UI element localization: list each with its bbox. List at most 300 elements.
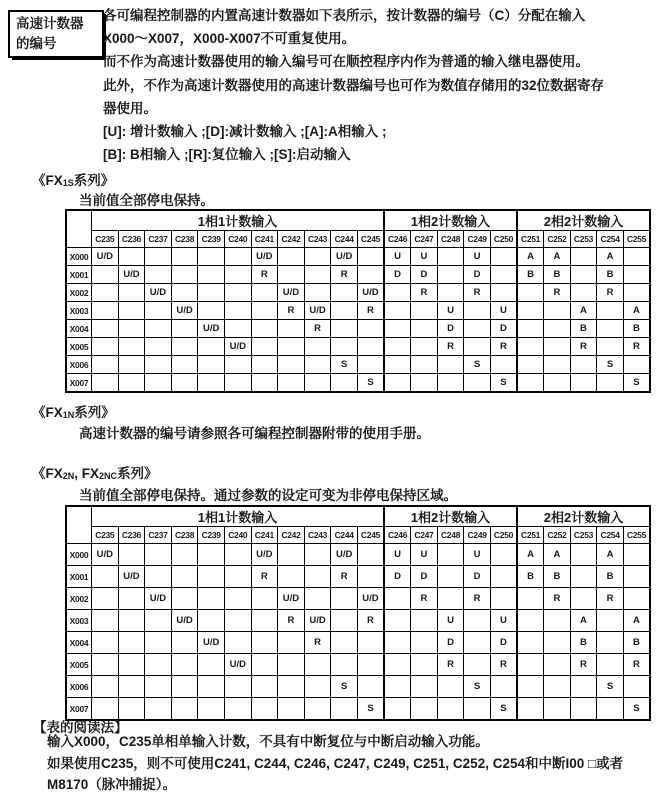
corner-cell <box>66 506 92 544</box>
counter-cell <box>224 632 251 654</box>
counter-cell <box>145 338 172 356</box>
counter-cell: S <box>623 698 650 721</box>
counter-cell <box>224 374 251 393</box>
row-label-cell: X002 <box>66 284 92 302</box>
heading-segment: 系列》 <box>117 466 158 481</box>
counter-cell: D <box>490 320 517 338</box>
counter-cell <box>145 698 172 721</box>
counter-cell <box>464 302 491 320</box>
counter-cell <box>118 356 145 374</box>
counter-cell: R <box>597 284 624 302</box>
group-header-cell: 1相2计数输入 <box>384 210 517 231</box>
counter-cell: U <box>411 544 438 566</box>
counter-cell <box>357 544 384 566</box>
column-header-cell: C248 <box>437 231 464 248</box>
counter-cell <box>171 338 198 356</box>
text-line: 器使用。 <box>103 100 157 116</box>
counter-cell <box>145 566 172 588</box>
counter-cell <box>251 654 278 676</box>
counter-cell <box>92 356 119 374</box>
counter-cell <box>331 588 358 610</box>
counter-cell: R <box>304 320 331 338</box>
counter-cell <box>118 248 145 266</box>
counter-cell <box>411 698 438 721</box>
counter-cell: R <box>544 588 571 610</box>
counter-cell <box>384 632 411 654</box>
counter-cell <box>171 676 198 698</box>
counter-cell: R <box>570 654 597 676</box>
table-row <box>66 320 650 338</box>
counter-cell <box>464 632 491 654</box>
counter-cell: U/D <box>145 588 172 610</box>
reading-method-heading: 【表的阅读法】 <box>33 720 128 735</box>
counter-cell <box>517 676 544 698</box>
counter-cell <box>357 320 384 338</box>
heading-segment: 系列》 <box>74 405 115 420</box>
counter-cell: R <box>437 338 464 356</box>
counter-cell <box>464 654 491 676</box>
counter-cell <box>171 248 198 266</box>
counter-cell <box>464 338 491 356</box>
counter-cell <box>623 566 650 588</box>
counter-cell: R <box>357 610 384 632</box>
counter-cell <box>304 698 331 721</box>
table-row <box>66 566 650 588</box>
counter-cell <box>384 698 411 721</box>
counter-cell: A <box>597 248 624 266</box>
counter-cell <box>145 632 172 654</box>
column-header-cell: C245 <box>357 527 384 544</box>
counter-cell: U/D <box>331 248 358 266</box>
counter-cell <box>278 566 305 588</box>
counter-cell <box>411 338 438 356</box>
counter-cell <box>357 266 384 284</box>
counter-cell <box>251 698 278 721</box>
counter-cell <box>171 654 198 676</box>
heading-segment: 《FX <box>32 173 63 188</box>
counter-cell <box>304 338 331 356</box>
counter-cell: U <box>437 302 464 320</box>
counter-cell <box>544 698 571 721</box>
table-row <box>66 248 650 266</box>
column-header-cell: C250 <box>490 527 517 544</box>
counter-cell <box>145 544 172 566</box>
counter-cell <box>198 284 225 302</box>
counter-cell <box>224 610 251 632</box>
column-header-cell: C238 <box>171 231 198 248</box>
counter-cell: D <box>437 632 464 654</box>
counter-cell: A <box>570 610 597 632</box>
counter-cell <box>331 698 358 721</box>
group-header-cell: 2相2计数输入 <box>517 506 650 527</box>
group-header-cell: 1相1计数输入 <box>92 210 385 231</box>
counter-cell <box>437 374 464 393</box>
column-header-cell: C239 <box>198 231 225 248</box>
counter-cell <box>597 374 624 393</box>
counter-cell <box>92 374 119 393</box>
counter-cell <box>490 284 517 302</box>
counter-cell <box>118 588 145 610</box>
counter-cell: S <box>597 676 624 698</box>
counter-cell: R <box>490 338 517 356</box>
counter-cell: U/D <box>198 320 225 338</box>
counter-cell <box>171 632 198 654</box>
counter-cell <box>198 698 225 721</box>
counter-cell <box>411 320 438 338</box>
row-label-cell: X006 <box>66 676 92 698</box>
counter-cell <box>145 610 172 632</box>
counter-cell <box>411 374 438 393</box>
counter-cell <box>92 654 119 676</box>
heading-segment: 1S <box>62 178 74 188</box>
counter-cell <box>517 654 544 676</box>
counter-cell <box>251 374 278 393</box>
counter-cell <box>384 676 411 698</box>
counter-table <box>65 209 651 393</box>
counter-cell <box>544 320 571 338</box>
counter-cell: U/D <box>357 588 384 610</box>
counter-cell <box>490 266 517 284</box>
counter-cell <box>570 356 597 374</box>
section-fx1n-note: 高速计数器的编号请参照各可编程控制器附带的使用手册。 <box>79 426 430 441</box>
counter-cell <box>517 284 544 302</box>
counter-cell <box>331 632 358 654</box>
text-line: [B]: B相输入 ;[R]:复位输入 ;[S]:启动输入 <box>103 147 351 163</box>
column-header-cell: C238 <box>171 527 198 544</box>
counter-cell <box>517 356 544 374</box>
counter-cell <box>251 676 278 698</box>
counter-cell <box>570 566 597 588</box>
counter-cell: A <box>623 610 650 632</box>
row-label-cell: X001 <box>66 566 92 588</box>
counter-cell <box>145 320 172 338</box>
counter-cell: S <box>357 374 384 393</box>
counter-cell: S <box>357 698 384 721</box>
counter-cell <box>597 654 624 676</box>
counter-cell <box>198 544 225 566</box>
counter-cell <box>198 248 225 266</box>
corner-cell <box>66 210 92 248</box>
counter-cell: U/D <box>251 248 278 266</box>
section-fx2n-heading <box>32 462 158 482</box>
counter-cell <box>464 374 491 393</box>
column-header-cell: C243 <box>304 231 331 248</box>
counter-cell <box>278 654 305 676</box>
counter-cell: S <box>464 676 491 698</box>
counter-cell: B <box>517 266 544 284</box>
counter-cell <box>384 610 411 632</box>
counter-cell <box>224 302 251 320</box>
counter-cell: R <box>623 338 650 356</box>
counter-cell <box>437 266 464 284</box>
counter-cell <box>92 632 119 654</box>
counter-cell <box>490 588 517 610</box>
counter-cell <box>544 676 571 698</box>
counter-cell: S <box>490 374 517 393</box>
counter-cell <box>145 676 172 698</box>
counter-cell <box>384 320 411 338</box>
counter-cell <box>517 588 544 610</box>
row-label-cell: X002 <box>66 588 92 610</box>
counter-cell: U <box>437 610 464 632</box>
counter-cell <box>278 698 305 721</box>
counter-cell <box>278 338 305 356</box>
column-header-cell: C245 <box>357 231 384 248</box>
intro-paragraph <box>103 4 656 166</box>
counter-cell: D <box>384 266 411 284</box>
counter-cell: S <box>331 356 358 374</box>
text-line: 各可编程控制器的内置高速计数器如下表所示，按计数器的编号（C）分配在输入 <box>103 8 586 23</box>
column-header-cell: C244 <box>331 231 358 248</box>
table-row <box>66 356 650 374</box>
counter-cell <box>437 356 464 374</box>
column-header-cell: C249 <box>464 527 491 544</box>
counter-cell <box>118 284 145 302</box>
counter-cell <box>304 566 331 588</box>
counter-cell <box>92 284 119 302</box>
counter-cell: U/D <box>198 632 225 654</box>
counter-table <box>65 505 651 721</box>
counter-cell <box>304 544 331 566</box>
counter-cell: U/D <box>278 588 305 610</box>
column-header-cell: C240 <box>224 527 251 544</box>
heading-segment: 《FX <box>32 466 63 481</box>
table-row <box>66 676 650 698</box>
counter-cell: S <box>464 356 491 374</box>
counter-cell: D <box>464 266 491 284</box>
counter-cell <box>145 374 172 393</box>
counter-cell <box>597 302 624 320</box>
column-header-cell: C247 <box>411 231 438 248</box>
counter-cell: R <box>251 566 278 588</box>
counter-cell <box>570 374 597 393</box>
counter-cell <box>517 610 544 632</box>
counter-cell <box>357 566 384 588</box>
counter-cell <box>224 356 251 374</box>
counter-cell <box>251 356 278 374</box>
counter-cell: U <box>384 248 411 266</box>
counter-cell <box>384 302 411 320</box>
column-header-cell: C236 <box>118 527 145 544</box>
counter-cell <box>570 284 597 302</box>
counter-cell <box>171 266 198 284</box>
counter-cell <box>490 248 517 266</box>
counter-cell: B <box>544 566 571 588</box>
counter-cell: U <box>490 610 517 632</box>
counter-cell <box>278 374 305 393</box>
counter-cell: R <box>278 302 305 320</box>
counter-cell: U/D <box>331 544 358 566</box>
reading-method-text <box>47 731 647 796</box>
counter-cell <box>544 632 571 654</box>
column-header-cell: C237 <box>145 527 172 544</box>
counter-cell <box>517 374 544 393</box>
counter-cell <box>198 302 225 320</box>
counter-cell: A <box>544 544 571 566</box>
counter-cell: D <box>411 566 438 588</box>
text-line: 此外，不作为高速计数器使用的高速计数器编号也可作为数值存储用的32位数据寄存 <box>103 77 605 93</box>
row-label-cell: X007 <box>66 374 92 393</box>
counter-cell <box>224 320 251 338</box>
counter-cell <box>224 248 251 266</box>
row-label-cell: X005 <box>66 338 92 356</box>
table-row <box>66 632 650 654</box>
counter-cell <box>411 676 438 698</box>
column-header-cell: C250 <box>490 231 517 248</box>
counter-cell <box>331 374 358 393</box>
column-header-cell: C253 <box>570 527 597 544</box>
counter-cell <box>118 374 145 393</box>
counter-cell: D <box>411 266 438 284</box>
column-header-cell: C255 <box>623 527 650 544</box>
counter-cell <box>623 266 650 284</box>
counter-cell <box>304 284 331 302</box>
counter-cell <box>597 338 624 356</box>
counter-cell: A <box>517 544 544 566</box>
counter-cell: D <box>490 632 517 654</box>
fx2n-table-container <box>65 505 651 721</box>
counter-cell <box>278 266 305 284</box>
text-line: 的编号 <box>16 36 57 51</box>
counter-cell: D <box>437 320 464 338</box>
counter-cell <box>411 654 438 676</box>
table-row <box>66 302 650 320</box>
row-label-cell: X000 <box>66 248 92 266</box>
counter-cell <box>224 566 251 588</box>
counter-cell <box>304 654 331 676</box>
counter-cell: U/D <box>118 566 145 588</box>
counter-cell <box>357 338 384 356</box>
row-label-cell: X006 <box>66 356 92 374</box>
counter-cell: B <box>570 320 597 338</box>
counter-cell: A <box>597 544 624 566</box>
table-row <box>66 284 650 302</box>
counter-cell <box>331 284 358 302</box>
counter-cell: U/D <box>171 610 198 632</box>
counter-cell <box>118 544 145 566</box>
counter-cell <box>517 698 544 721</box>
counter-cell: B <box>597 266 624 284</box>
counter-cell <box>490 676 517 698</box>
counter-cell <box>92 610 119 632</box>
fx1s-table-container <box>65 209 651 393</box>
counter-cell <box>224 284 251 302</box>
counter-cell: U/D <box>92 544 119 566</box>
counter-cell <box>171 320 198 338</box>
counter-cell: D <box>384 566 411 588</box>
counter-cell <box>597 610 624 632</box>
counter-cell: U/D <box>251 544 278 566</box>
counter-cell: U <box>490 302 517 320</box>
counter-cell: R <box>411 284 438 302</box>
counter-cell: U/D <box>224 654 251 676</box>
counter-cell: U/D <box>304 610 331 632</box>
counter-cell <box>278 544 305 566</box>
counter-cell <box>198 356 225 374</box>
counter-cell <box>304 266 331 284</box>
counter-cell: B <box>597 566 624 588</box>
counter-cell <box>437 248 464 266</box>
counter-cell <box>145 356 172 374</box>
row-label-cell: X000 <box>66 544 92 566</box>
counter-cell: R <box>623 654 650 676</box>
table-row <box>66 544 650 566</box>
counter-cell: A <box>544 248 571 266</box>
counter-cell: R <box>304 632 331 654</box>
counter-cell <box>623 284 650 302</box>
counter-cell <box>597 320 624 338</box>
counter-cell: U/D <box>118 266 145 284</box>
column-header-cell: C240 <box>224 231 251 248</box>
counter-cell <box>623 356 650 374</box>
row-label-cell: X004 <box>66 632 92 654</box>
counter-cell <box>623 588 650 610</box>
column-header-cell: C244 <box>331 527 358 544</box>
counter-cell <box>92 588 119 610</box>
row-label-cell: X003 <box>66 302 92 320</box>
counter-cell <box>198 266 225 284</box>
counter-cell <box>198 566 225 588</box>
counter-cell: U/D <box>224 338 251 356</box>
column-header-cell: C241 <box>251 231 278 248</box>
table-row <box>66 698 650 721</box>
counter-cell <box>623 544 650 566</box>
counter-cell <box>118 320 145 338</box>
counter-cell <box>171 566 198 588</box>
section-fx1s-heading <box>32 169 114 189</box>
counter-cell <box>597 632 624 654</box>
counter-cell <box>304 356 331 374</box>
counter-cell <box>251 610 278 632</box>
counter-cell <box>198 374 225 393</box>
counter-cell <box>92 320 119 338</box>
text-line: 输入X000，C235单相单输入计数，不具有中断复位与中断启动输入功能。 <box>47 734 489 749</box>
counter-cell: S <box>331 676 358 698</box>
column-header-cell: C251 <box>517 527 544 544</box>
counter-cell: D <box>464 566 491 588</box>
text-line: 如果使用C235，则不可使用C241, C244, C246, C247, C249, C251, C252, C254和中断I00 □或者 <box>47 755 624 771</box>
counter-cell <box>544 374 571 393</box>
counter-cell <box>331 302 358 320</box>
counter-cell <box>251 338 278 356</box>
counter-cell <box>171 284 198 302</box>
counter-cell: R <box>544 284 571 302</box>
counter-cell <box>437 566 464 588</box>
column-header-cell: C243 <box>304 527 331 544</box>
counter-cell: B <box>517 566 544 588</box>
counter-cell: R <box>464 588 491 610</box>
counter-cell <box>544 654 571 676</box>
column-header-cell: C254 <box>597 527 624 544</box>
counter-cell <box>411 302 438 320</box>
counter-cell <box>331 654 358 676</box>
counter-cell <box>357 248 384 266</box>
heading-segment: 《FX <box>32 405 63 420</box>
section-fx1s-note: 当前值全部停电保持。 <box>79 193 214 208</box>
column-header-cell: C249 <box>464 231 491 248</box>
counter-cell <box>145 654 172 676</box>
section-fx2n-note: 当前值全部停电保持。通过参数的设定可变为非停电保持区域。 <box>79 488 457 503</box>
counter-cell <box>384 356 411 374</box>
counter-cell <box>92 676 119 698</box>
counter-cell <box>92 266 119 284</box>
counter-cell: R <box>464 284 491 302</box>
counter-cell <box>118 338 145 356</box>
counter-cell <box>357 654 384 676</box>
text-line: 高速计数器 <box>16 16 84 31</box>
counter-cell <box>278 356 305 374</box>
counter-cell: U/D <box>278 284 305 302</box>
